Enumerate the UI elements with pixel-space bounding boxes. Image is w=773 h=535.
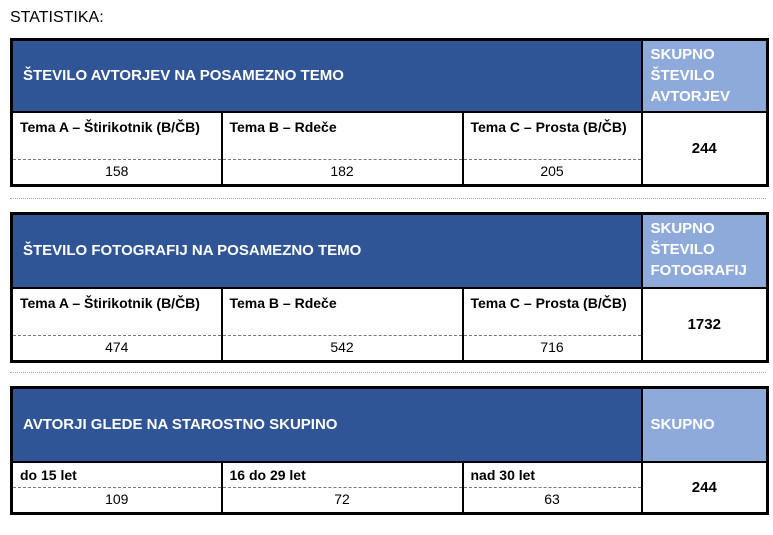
age-group-label: 16 do 29 let	[222, 462, 463, 488]
theme-label: Tema A – Štirikotnik (B/ČB)	[12, 112, 222, 160]
theme-value: 158	[12, 160, 222, 186]
theme-value: 182	[222, 160, 463, 186]
section-header: AVTORJI GLEDE NA STAROSTNO SKUPINO	[12, 388, 642, 462]
photos-per-theme-table	[10, 212, 769, 363]
divider	[10, 198, 766, 199]
theme-value: 474	[12, 336, 222, 362]
age-group-label: nad 30 let	[463, 462, 642, 488]
theme-value: 542	[222, 336, 463, 362]
theme-value: 716	[463, 336, 642, 362]
age-group-value: 63	[463, 488, 642, 514]
theme-label: Tema B – Rdeče	[222, 112, 463, 160]
theme-label: Tema B – Rdeče	[222, 288, 463, 336]
total-value: 1732	[642, 288, 768, 362]
theme-value: 205	[463, 160, 642, 186]
age-group-table	[10, 386, 769, 515]
section-header: ŠTEVILO FOTOGRAFIJ NA POSAMEZNO TEMO	[12, 214, 642, 288]
total-header: SKUPNO ŠTEVILO FOTOGRAFIJ	[642, 214, 768, 288]
age-group-label: do 15 let	[12, 462, 222, 488]
authors-per-theme-table	[10, 38, 769, 187]
theme-label: Tema C – Prosta (B/ČB)	[463, 288, 642, 336]
divider	[10, 372, 766, 373]
age-group-value: 109	[12, 488, 222, 514]
section-header: ŠTEVILO AVTORJEV NA POSAMEZNO TEMO	[12, 40, 642, 112]
total-header: SKUPNO	[642, 388, 768, 462]
theme-label: Tema C – Prosta (B/ČB)	[463, 112, 642, 160]
theme-label: Tema A – Štirikotnik (B/ČB)	[12, 288, 222, 336]
total-value: 244	[642, 462, 768, 514]
total-value: 244	[642, 112, 768, 186]
total-header: SKUPNO ŠTEVILO AVTORJEV	[642, 40, 768, 112]
page-title: STATISTIKA:	[10, 9, 104, 26]
age-group-value: 72	[222, 488, 463, 514]
